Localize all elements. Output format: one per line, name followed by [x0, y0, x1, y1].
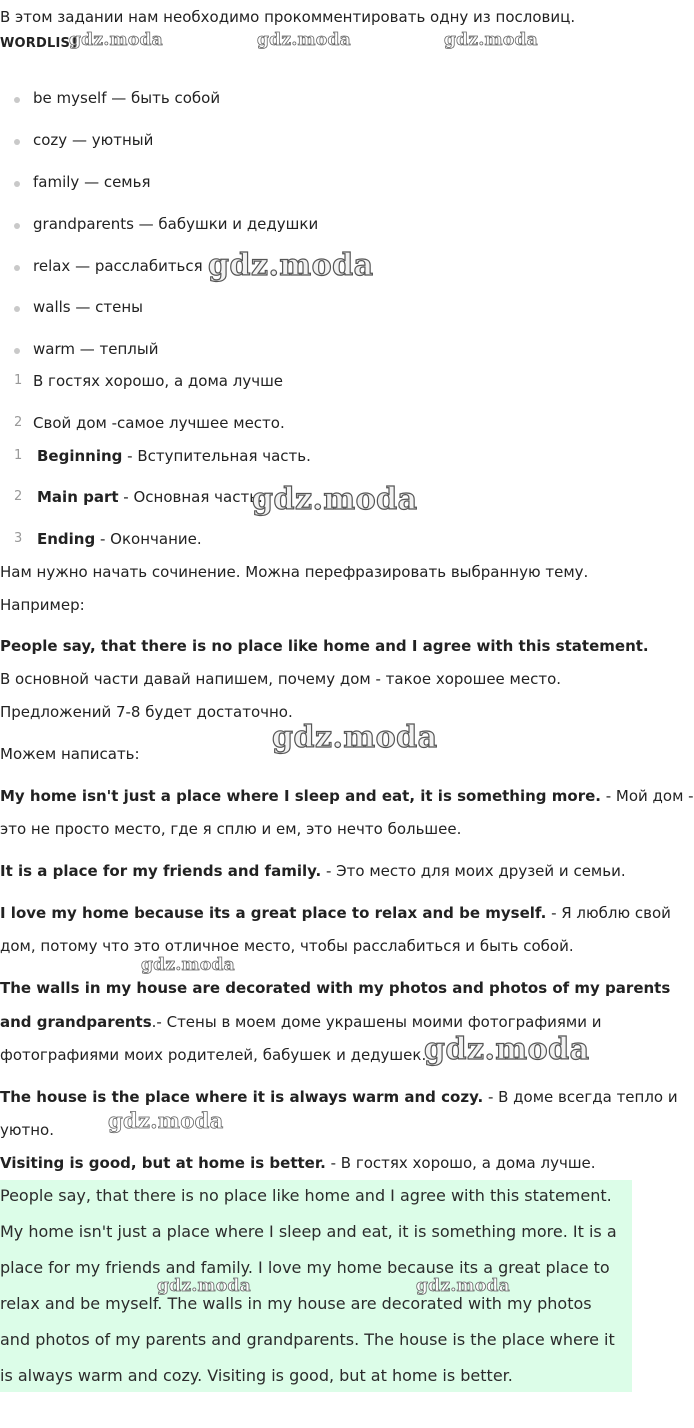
paragraph: Предложений 7-8 будет достаточно. [0, 703, 293, 721]
list-number: 2 [14, 415, 23, 430]
list-item: cozy — уютный [33, 131, 154, 149]
sentence-pair [0, 1086, 678, 1108]
plan-item-desc: - Вступительная часть. [122, 447, 311, 465]
sentence-pair [0, 785, 694, 807]
sentence-pair [0, 1011, 602, 1033]
english-sentence: Visiting is good, but at home is better. [0, 1154, 326, 1172]
bullet-dot [14, 306, 20, 312]
bullet-dot [14, 223, 20, 229]
sentence-pair [0, 902, 671, 924]
essay-box [0, 1180, 632, 1392]
plan-item-title: Beginning [37, 447, 123, 465]
list-item: Свой дом -самое лучшее место. [33, 414, 285, 432]
bullet-dot [14, 139, 20, 145]
list-item: В гостях хорошо, а дома лучше [33, 372, 284, 390]
list-number: 2 [14, 489, 23, 504]
watermark: gdz.moda [141, 955, 235, 975]
list-item [37, 445, 311, 467]
list-item [37, 528, 202, 550]
list-item: warm — теплый [33, 340, 159, 358]
english-sentence: The house is the place where it is always warm and cozy. [0, 1088, 484, 1106]
sentence-pair [0, 1152, 596, 1174]
intro-text: В этом задании нам необходимо прокомментировать одну из пословиц. [0, 8, 576, 26]
example-sentence: People say, that there is no place like home and I agree with this statement. [0, 637, 649, 655]
watermark: gdz.moda [257, 30, 351, 50]
watermark: gdz.moda [208, 248, 374, 283]
list-number: 1 [14, 448, 23, 463]
list-item: grandparents — бабушки и дедушки [33, 215, 319, 233]
list-item: walls — стены [33, 298, 144, 316]
essay-line: is always warm and cozy. Visiting is good, but at home is better. [0, 1366, 513, 1385]
translation: - В гостях хорошо, а дома лучше. [325, 1154, 596, 1172]
plan-item-desc: - Окончание. [95, 530, 202, 548]
essay-line: place for my friends and family. I love my home because its a great place to [0, 1258, 610, 1277]
translation-line: уютно. [0, 1121, 54, 1139]
watermark: gdz.moda [108, 1108, 224, 1133]
translation-line: это не просто место, где я сплю и ем, это нечто большее. [0, 820, 462, 838]
english-sentence: The walls in my house are decorated with my photos and photos of my parents [0, 979, 671, 997]
translation-line: дом, потому что это отличное место, чтобы расслабиться и быть собой. [0, 937, 574, 955]
list-item [37, 486, 263, 508]
plan-item-title: Ending [37, 530, 96, 548]
english-sentence: I love my home because its a great place to relax and be myself. [0, 904, 547, 922]
sentence-pair [0, 860, 626, 882]
watermark: gdz.moda [252, 482, 418, 517]
plan-item-title: Main part [37, 488, 119, 506]
english-sentence: It is a place for my friends and family. [0, 862, 322, 880]
list-item: relax — расслабиться [33, 257, 203, 275]
plan-item-desc: - Основная часть. [118, 488, 263, 506]
essay-line: My home isn't just a place where I sleep and eat, it is something more. It is a [0, 1222, 617, 1241]
essay-line: relax and be myself. The walls in my house are decorated with my photos [0, 1294, 592, 1313]
essay-line: and photos of my parents and grandparents. The house is the place where it [0, 1330, 615, 1349]
paragraph: Например: [0, 596, 85, 614]
list-number: 1 [14, 373, 23, 388]
paragraph: В основной части давай напишем, почему дом - такое хорошее место. [0, 670, 562, 688]
translation: - В доме всегда тепло и [483, 1088, 678, 1106]
watermark: gdz.moda [416, 1276, 510, 1296]
translation: - Это место для моих друзей и семьи. [321, 862, 626, 880]
english-sentence: and grandparents [0, 1013, 152, 1031]
list-number: 3 [14, 531, 23, 546]
bullet-dot [14, 97, 20, 103]
essay-line: People say, that there is no place like home and I agree with this statement. [0, 1186, 612, 1205]
watermark: gdz.moda [157, 1276, 251, 1296]
watermark: gdz.moda [272, 720, 438, 755]
english-sentence: My home isn't just a place where I sleep and eat, it is something more. [0, 787, 601, 805]
paragraph: Нам нужно начать сочинение. Можна перефразировать выбранную тему. [0, 563, 589, 581]
wordlist-title: WORDLIST [0, 36, 80, 51]
paragraph: Можем написать: [0, 745, 140, 763]
list-item: be myself — быть собой [33, 89, 221, 107]
list-item: family — семья [33, 173, 151, 191]
watermark: gdz.moda [69, 30, 163, 50]
translation: - Мой дом - [600, 787, 694, 805]
bullet-dot [14, 348, 20, 354]
bullet-dot [14, 181, 20, 187]
translation: - Я люблю свой [546, 904, 671, 922]
bullet-dot [14, 265, 20, 271]
translation: .- Стены в моем доме украшены моими фотографиями и [151, 1013, 602, 1031]
watermark: gdz.moda [424, 1032, 590, 1067]
translation-line: фотографиями моих родителей, бабушек и дедушек. [0, 1046, 427, 1064]
watermark: gdz.moda [444, 30, 538, 50]
